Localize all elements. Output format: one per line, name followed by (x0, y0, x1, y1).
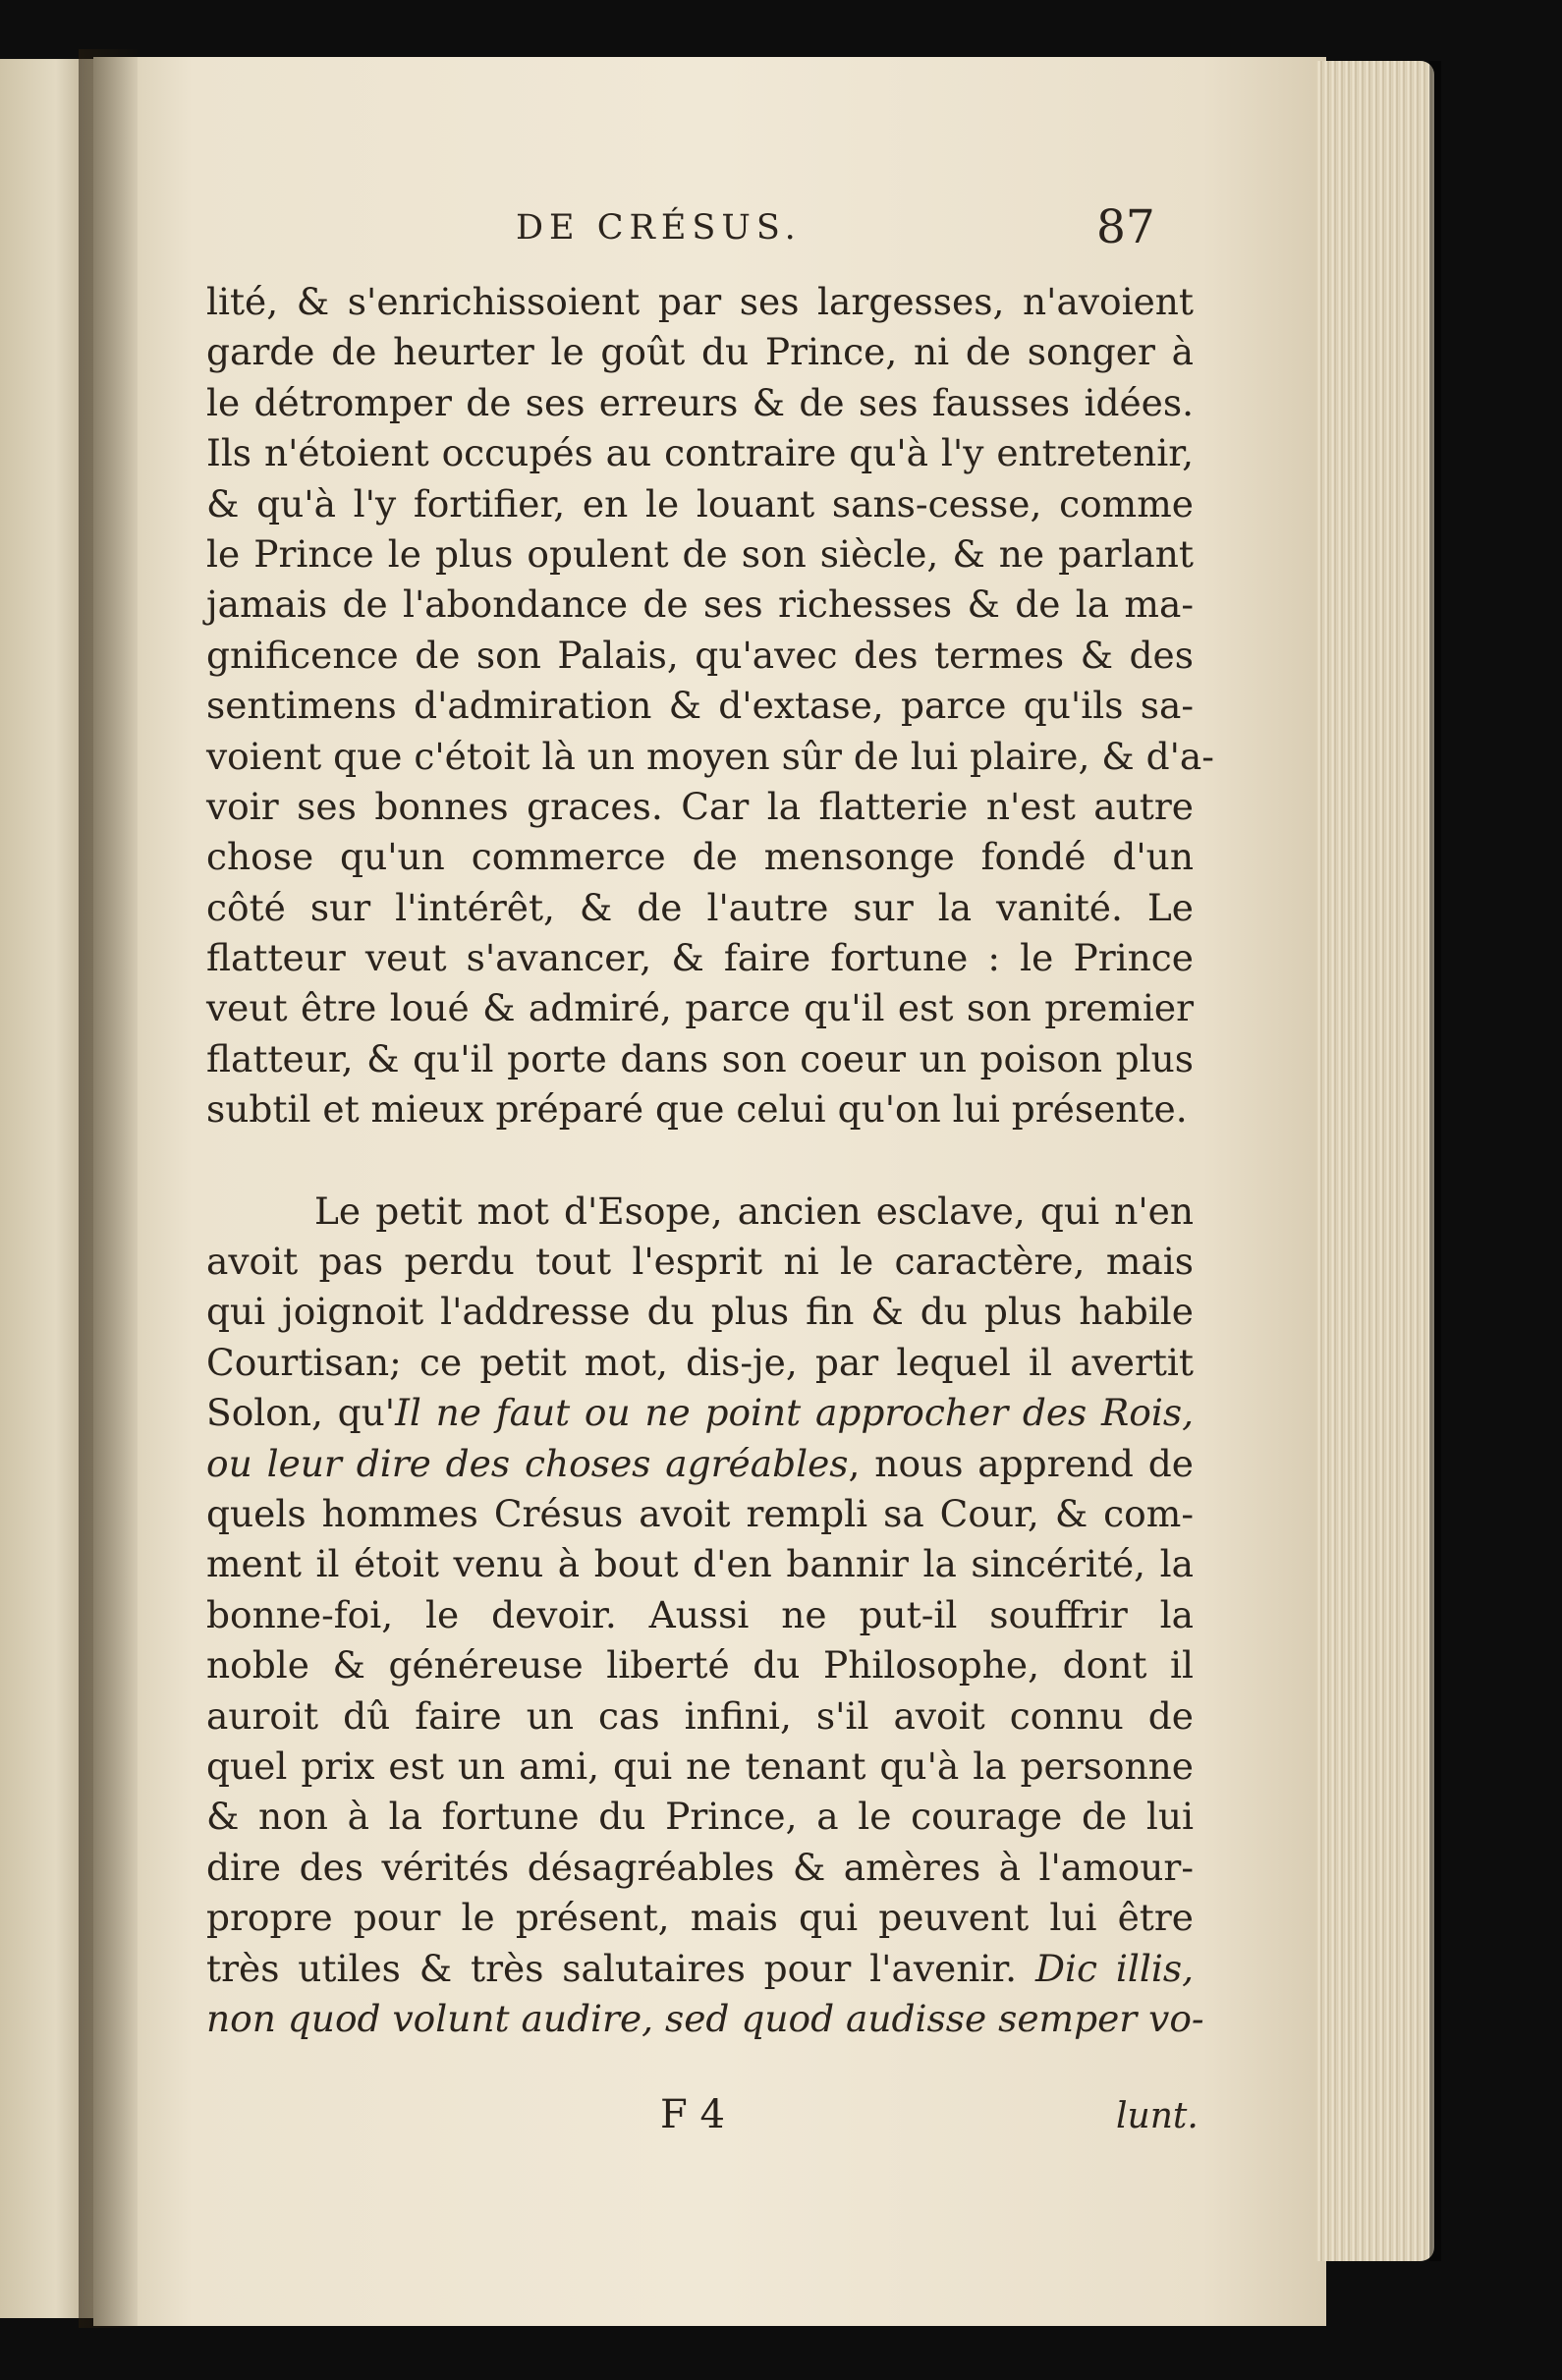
text-segment: , nous apprend de (848, 1441, 1194, 1485)
text-line: ment il étoit venu à bout d'en bannir la sincérité, la (206, 1542, 1194, 1586)
text-line (206, 1944, 1194, 1994)
text-line: côté sur l'intérêt, & de l'autre sur la vanité. Le (206, 885, 1194, 929)
text-line: propre pour le présent, mais qui peuvent lui être (206, 1896, 1194, 1940)
text-segment: Solon, qu' (206, 1391, 396, 1435)
text-line: Ils n'étoient occupés au contraire qu'à l'y entretenir, (206, 431, 1194, 475)
text-line: auroit dû faire un cas infini, s'il avoit connu de (206, 1693, 1194, 1738)
text-line: jamais de l'abondance de ses richesses & de la ma- (206, 582, 1194, 627)
text-line: voient que c'étoit là un moyen sûr de lui plaire, & d'a- (206, 734, 1214, 778)
text-line: garde de heurter le goût du Prince, ni de songer à (206, 330, 1194, 374)
fore-edge-pages (1316, 61, 1434, 2261)
text-line: Le petit mot d'Esope, ancien esclave, qui n'en (314, 1189, 1194, 1233)
text-line: le Prince le plus opulent de son siècle, & ne parlant (206, 531, 1194, 576)
text-line: chose qu'un commerce de mensonge fondé d'un (206, 835, 1194, 879)
italic-latin: non quod volunt audire, sed quod audisse semper vo- (206, 1996, 1204, 2040)
text-line (206, 1388, 1194, 1438)
fore-edge-shadow (1429, 61, 1441, 2261)
text-line: voir ses bonnes graces. Car la flatterie n'est autre (206, 784, 1194, 828)
page-number: 87 (1096, 200, 1155, 254)
text-line: quel prix est un ami, qui ne tenant qu'à la personne (206, 1743, 1194, 1788)
italic-quote: ou leur dire des choses agréables (206, 1441, 849, 1485)
signature-mark: F 4 (660, 2092, 725, 2137)
italic-latin: Dic illis, (1034, 1946, 1194, 1990)
body-text (206, 277, 1214, 2044)
text-line: subtil et mieux préparé que celui qu'on lui présente. (206, 1087, 1188, 1132)
text-line (206, 1439, 1194, 1489)
text-line: qui joignoit l'addresse du plus fin & du plus habile (206, 1290, 1194, 1334)
text-segment: très utiles & très salutaires pour l'avenir. (206, 1946, 1035, 1990)
text-line: & non à la fortune du Prince, a le courage de lui (206, 1795, 1194, 1839)
text-line: flatteur, & qu'il porte dans son coeur un poison plus (206, 1036, 1194, 1080)
text-line: veut être loué & admiré, parce qu'il est son premier (206, 986, 1194, 1030)
catchword: lunt. (1116, 2096, 1199, 2136)
text-line: avoit pas perdu tout l'esprit ni le caractère, mais (206, 1240, 1194, 1284)
text-line: gnificence de son Palais, qu'avec des termes & des (206, 633, 1194, 677)
text-line: lité, & s'enrichissoient par ses largesses, n'avoient (206, 280, 1194, 323)
text-line: & qu'à l'y fortifier, en le louant sans-cesse, comme (206, 481, 1194, 526)
text-line (206, 1994, 1204, 2044)
italic-quote: Il ne faut ou ne point approcher des Rois, (395, 1391, 1194, 1435)
text-line: Courtisan; ce petit mot, dis-je, par lequel il avertit (206, 1340, 1194, 1384)
text-line: dire des vérités désagréables & amères à l'amour- (206, 1845, 1194, 1889)
book-gutter-shadow (79, 49, 138, 2328)
text-line: quels hommes Crésus avoit rempli sa Cour, & com- (206, 1491, 1194, 1535)
text-line: le détromper de ses erreurs & de ses fausses idées. (206, 380, 1194, 424)
running-head: DE CRÉSUS. (516, 208, 802, 248)
text-line: bonne-foi, le devoir. Aussi ne put-il souffrir la (206, 1592, 1194, 1636)
text-line: sentimens d'admiration & d'extase, parce qu'ils sa- (206, 684, 1194, 728)
text-line: flatteur veut s'avancer, & faire fortune : le Prince (206, 936, 1194, 980)
text-line: noble & généreuse liberté du Philosophe, dont il (206, 1643, 1194, 1688)
paragraph-gap (206, 1135, 1194, 1187)
